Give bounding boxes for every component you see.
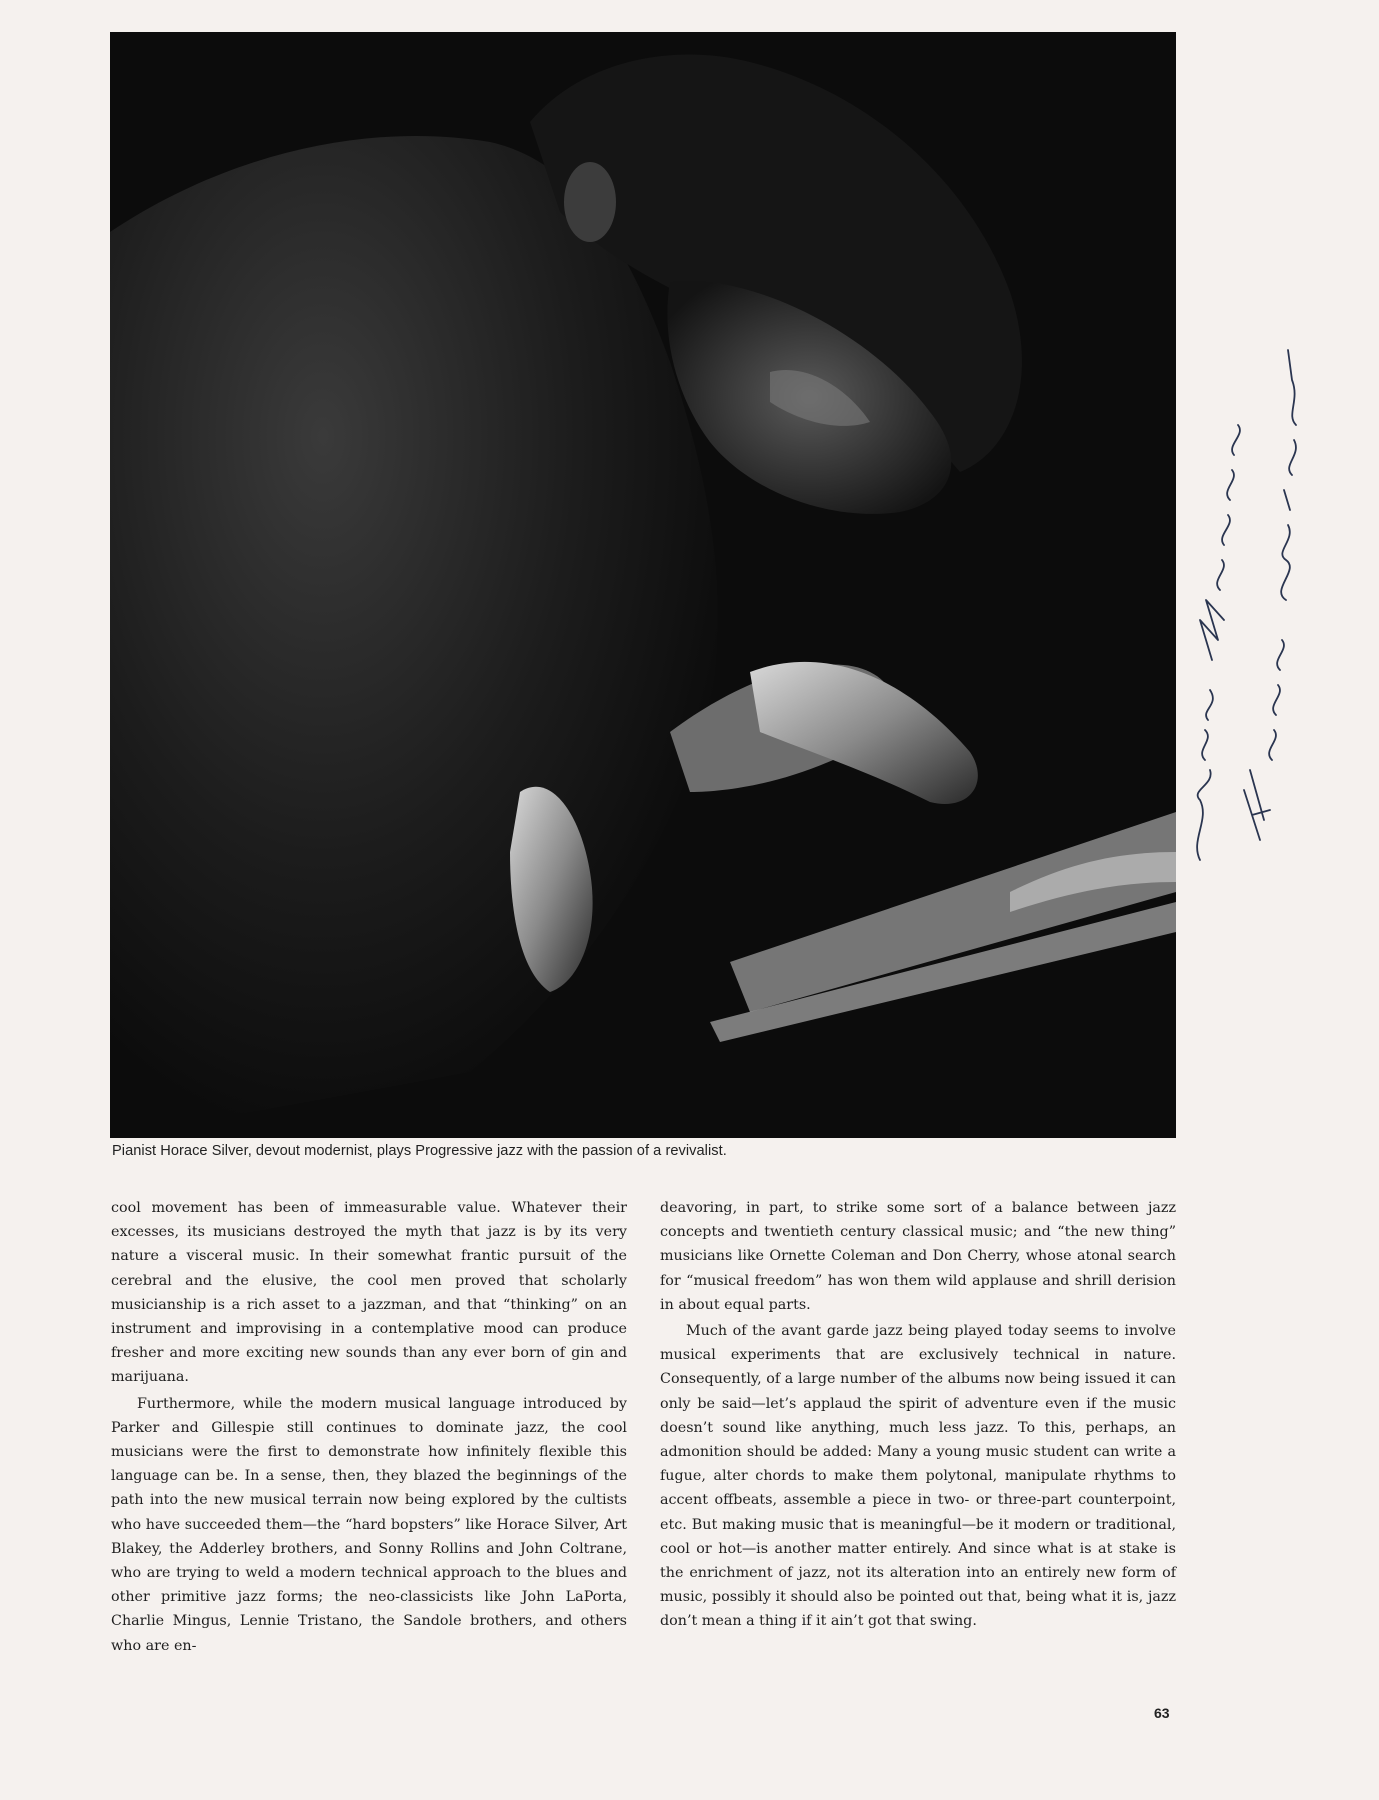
paragraph-3: deavoring, in part, to strike some sort of a balance between jazz concepts and twentieth century classical music; and “the new thing” musicians like Ornette Coleman and Don Cherry, whose atonal search for “musical freedom” has won them wild applause and shrill derision in about equal parts. [660, 1200, 1176, 1313]
pianist-photo [110, 32, 1176, 1138]
handwritten-signature [1160, 320, 1300, 880]
page-number: 63 [1154, 1705, 1170, 1721]
paragraph-4: Much of the avant garde jazz being played today seems to involve musical experiments that are exclusively technical in nature. Consequently, of a large number of the albums now being issued it can only be said—let’s applaud the spirit of adventure even if the music doesn’t sound like anything, much less jazz. To this, perhaps, an admonition should be added: Many a young music student can write a fugue, alter chords to make them polytonal, manipulate rhythms to accent offbeats, assemble a piece in two- or three-part counterpoint, etc. But making music that is meaningful—be it modern or traditional, cool or hot—is another matter entirely. And since what is at stake is the enrichment of jazz, not its alteration into an entirely new form of music, possibly it should also be pointed out that, being what it is, jazz don’t mean a thing if it ain’t got that swing. [660, 1323, 1176, 1630]
signature-inscription [1160, 320, 1300, 880]
paragraph-2: Furthermore, while the modern musical language introduced by Parker and Gillespie still continues to dominate jazz, the cool musicians were the first to demonstrate how infinitely flexible this language can be. In a sense, then, they blazed the beginnings of the path into the new musical terrain now being explored by the cultists who have succeeded them—the “hard bopsters” like Horace Silver, Art Blakey, the Adderley brothers, and Sonny Rollins and John Coltrane, who are trying to weld a modern technical approach to the blues and other primitive jazz forms; the neo-classicists like John LaPorta, Charlie Mingus, Lennie Tristano, the Sandole brothers, and others who are en- [111, 1395, 627, 1654]
photo-caption: Pianist Horace Silver, devout modernist, plays Progressive jazz with the passion of a revivalist. [112, 1143, 727, 1159]
paragraph-1: cool movement has been of immeasurable value. Whatever their excesses, its musicians destroyed the myth that jazz is by its very nature a visceral music. In their somewhat frantic pursuit of the cerebral and the elusive, the cool men proved that scholarly musicianship is a rich asset to a jazzman, and that “thinking” on an instrument and improvising in a contemplative mood can produce fresher and more exciting new sounds than any ever born of gin and marijuana. [111, 1200, 627, 1386]
article-column-right [660, 1196, 1176, 1634]
photo-illustration [110, 32, 1176, 1138]
article-column-left [111, 1196, 627, 1658]
